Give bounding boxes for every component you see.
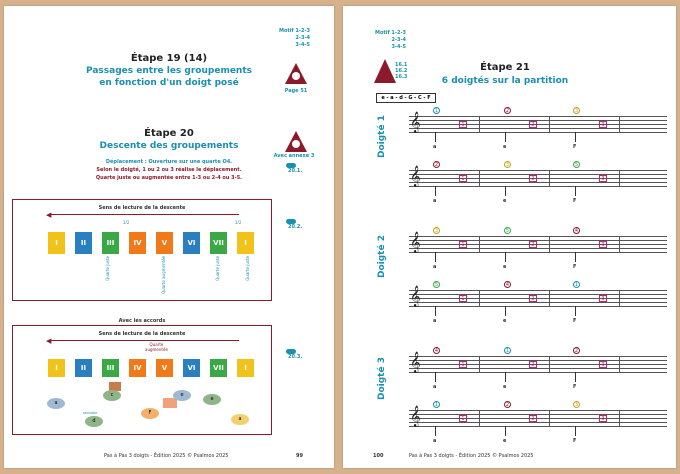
triangle-hand-icon [284,130,308,154]
note-stem [575,426,576,436]
staff-line [409,422,667,423]
treble-clef-icon: 𝄞 [410,166,421,187]
page-number: 100 [373,453,384,459]
deplacement-label: Déplacement : Ouverture sur une quarte O4. [105,159,233,165]
staff-line [409,178,667,179]
bass-letter: a [433,144,437,150]
finger-circle: 5 [505,228,510,234]
bar-line [619,170,620,186]
staff-line [409,132,667,133]
degree-chip: III [102,232,119,254]
staff-line [409,128,667,129]
motif-line: 2-3-4 [295,35,310,41]
bass-letter: a [433,318,437,324]
finger-square: 3 [599,121,607,128]
degree-chip: VII [210,359,227,377]
treble-clef-icon: 𝄞 [410,352,421,373]
bar-line [619,116,620,132]
diagram-title: Sens de lecture de la descente [98,205,186,211]
bass-letter: a [433,198,437,204]
bass-letter: e [503,144,507,150]
staff [409,348,667,390]
bar-line [479,116,480,132]
ref-item: 16.2 [395,68,408,74]
motif-line: 3-4-5 [295,42,310,48]
finger-square: 1 [459,415,467,422]
note-stem [575,372,576,382]
staff-line [409,426,667,427]
note-stem [575,306,576,316]
annex-ref: Avec annexe 3 [273,153,315,159]
triangle-hand-icon [284,62,308,86]
diagram-title: Sens de lecture de la descente [98,331,186,337]
finger-circle: 3 [574,108,579,114]
bar-line [549,410,550,426]
bass-letter: F [573,264,577,270]
chord-oval: a [231,414,249,425]
staff-line [409,414,667,415]
degree-chip: I [48,232,65,254]
note-stem [435,426,436,436]
treble-clef-icon: 𝄞 [410,286,421,307]
chord-oval: a [47,398,65,409]
etape19-title: Étape 19 (14) [130,53,208,64]
staff-line [409,302,667,303]
motif-label: Motif 1-2-3 [278,28,310,34]
staff [409,282,667,324]
bass-letter: e [503,438,507,444]
chord-oval: e [203,394,221,405]
finger-square: 3 [599,415,607,422]
staff-line [409,120,667,121]
reading-arrow [51,340,239,341]
finger-square: 1 [459,241,467,248]
finger-square: 2 [529,361,537,368]
instructions [4,158,334,182]
finger-circle: 1 [505,348,510,354]
note-stem [505,306,506,316]
finger-square: 1 [459,175,467,182]
chord-oval: e [173,390,191,401]
degree-chip: III [102,359,119,377]
staff-line [409,410,667,411]
quarte-label: Quarte augmentée [161,256,166,294]
treble-clef-icon: 𝄞 [410,232,421,253]
degree-chip: I [237,359,254,377]
note-stem [435,372,436,382]
staff-line [409,372,667,373]
degree-chip: VII [210,232,227,254]
note-stem [575,252,576,262]
etape21-subtitle: 6 doigtés sur la partition [441,76,569,86]
finger-square: 2 [529,415,537,422]
ref-3: 20.3. [288,354,303,360]
note-stem [575,132,576,142]
bass-letter: e [503,264,507,270]
chord-diagram [12,325,272,435]
bass-letter: e [503,318,507,324]
finger-circle: 4 [434,348,439,354]
bass-letter: a [433,438,437,444]
staff-line [409,236,667,237]
degree-chip: I [48,359,65,377]
footer: Pas à Pas 3 doigts - Édition 2025 © Psalmos 2025 [409,453,534,459]
finger-square: 2 [529,175,537,182]
note-stem [505,426,506,436]
doigte-label: Doigté 1 [377,115,387,158]
staff-line [409,252,667,253]
ref-item: 16.1 [395,62,408,68]
reading-arrow [51,214,239,215]
ref-2: 20.2. [288,224,303,230]
degree-chip: II [75,359,92,377]
degree-row [48,232,268,254]
bass-letter: F [573,438,577,444]
bar-line [619,410,620,426]
finger-circle: 2 [505,402,510,408]
degree-chip: IV [129,359,146,377]
note-stem [435,132,436,142]
page-number: 99 [296,453,303,459]
bass-letter: e [503,198,507,204]
treble-clef-icon: 𝄞 [410,112,421,133]
bass-letter: a [433,384,437,390]
motif-line: 3-4-5 [391,44,407,50]
page-ref: Page 51 [284,88,308,94]
staff-line [409,368,667,369]
motif-block [375,30,406,51]
ref-item: 16.3 [395,74,408,80]
degree-chip: I [237,232,254,254]
quarte-aug-text: augmentée [145,347,168,352]
bass-letter: F [573,384,577,390]
staff-line [409,294,667,295]
quarte-label: Quarte juste [245,256,250,281]
finger-circle: 4 [574,228,579,234]
finger-circle: 1 [574,282,579,288]
staff-line [409,240,667,241]
note-stem [435,306,436,316]
half-step: 1/2 [235,220,242,225]
staff-line [409,356,667,357]
finger-square: 1 [459,121,467,128]
degree-chip: II [75,232,92,254]
bar-line [549,116,550,132]
staff [409,162,667,204]
finger-circle: 3 [434,228,439,234]
finger-square: 2 [529,121,537,128]
finger-square: 1 [459,361,467,368]
finger-circle: 3 [505,162,510,168]
staff [409,108,667,150]
note-stem [505,186,506,196]
staff-line [409,116,667,117]
bass-letter: e [503,384,507,390]
staff [409,228,667,270]
accords-label: Avec les accords [118,318,166,324]
motif-line: 2-3-4 [391,37,407,43]
etape19-subtitle: en fonction d'un doigt posé [99,78,239,88]
note-stem [505,132,506,142]
finger-circle: 4 [505,282,510,288]
finger-circle: 5 [434,282,439,288]
finger-square: 2 [529,241,537,248]
finger-square: 2 [529,295,537,302]
finger-square: 3 [599,241,607,248]
bass-letter: F [573,198,577,204]
right-page [343,6,676,468]
staff-line [409,298,667,299]
bar-line [479,290,480,306]
arrow-left-icon: ◀ [46,337,52,345]
quarte-label: Quarte juste [215,256,220,281]
finger-circle: 1 [434,402,439,408]
bar-line [549,356,550,372]
staff-line [409,248,667,249]
degree-chip: V [156,232,173,254]
bar-line [479,170,480,186]
motif-label: Motif 1-2-3 [375,30,407,36]
bar-line [549,236,550,252]
staff-line [409,306,667,307]
bass-letter: F [573,318,577,324]
footer: Pas à Pas 3 doigts - Édition 2025 © Psalmos 2025 [104,453,229,459]
etape21-title: Étape 21 [480,62,530,73]
finger-circle: 2 [505,108,510,114]
chord-oval: c [103,390,121,401]
note-stem [435,252,436,262]
staff-line [409,170,667,171]
bar-line [619,290,620,306]
finger-square: 3 [599,295,607,302]
chord-small-label: sensible [83,411,98,415]
etape19-subtitle: Passages entre les groupements [86,66,252,76]
finger-square: 3 [599,361,607,368]
staff-line [409,124,667,125]
degree-chip: V [156,359,173,377]
triangle-icon [373,58,397,84]
instruction-line: Quarte juste ou augmentée entre 1-3 ou 2-4 ou 3-5. [95,175,243,181]
doigte-label: Doigté 2 [377,235,387,278]
finger-square: 1 [459,295,467,302]
finger-circle: 3 [574,402,579,408]
chord-oval: F [141,408,159,419]
bar-line [479,236,480,252]
staff-line [409,244,667,245]
degree-chip: VI [183,359,200,377]
staff-line [409,174,667,175]
instruction-line: Selon le doigté, 1 ou 2 ou 3 réalise le déplacement. [96,167,242,173]
staff [409,402,667,444]
finger-square: 3 [599,175,607,182]
bar-line [479,356,480,372]
bass-letter: F [573,144,577,150]
note-stem [505,252,506,262]
note-stem [435,186,436,196]
etape20-subtitle: Descente des groupements [99,141,239,151]
arrow-left-icon: ◀ [46,211,52,219]
note-stem [575,186,576,196]
quarte-aug-note [145,342,168,352]
sequence-box: e - a - d - G - C - F [376,93,436,103]
treble-clef-icon: 𝄞 [410,406,421,427]
left-page [4,6,334,468]
degree-chip: VI [183,232,200,254]
bar-line [479,410,480,426]
degree-chip: IV [129,232,146,254]
doigte-label: Doigté 3 [377,357,387,400]
staff-line [409,290,667,291]
half-step: 1/2 [123,220,130,225]
bar-line [549,290,550,306]
staff-line [409,360,667,361]
ref-1: 20.1. [288,168,303,174]
bar-line [549,170,550,186]
staff-line [409,182,667,183]
finger-circle: 1 [434,108,439,114]
bass-letter: a [433,264,437,270]
staff-line [409,186,667,187]
etape20-title: Étape 20 [144,128,194,139]
finger-circle: 2 [574,348,579,354]
staff-line [409,364,667,365]
chord-oval: d [85,416,103,427]
descent-diagram [12,199,272,301]
quarte-aug-text: Quarte [149,342,164,347]
motif-block [279,28,310,49]
finger-circle: 2 [434,162,439,168]
bar-line [619,236,620,252]
quarte-label: Quarte juste [105,256,110,281]
finger-circle: 5 [574,162,579,168]
bar-line [619,356,620,372]
note-stem [505,372,506,382]
staff-line [409,418,667,419]
degree-row [48,359,268,379]
